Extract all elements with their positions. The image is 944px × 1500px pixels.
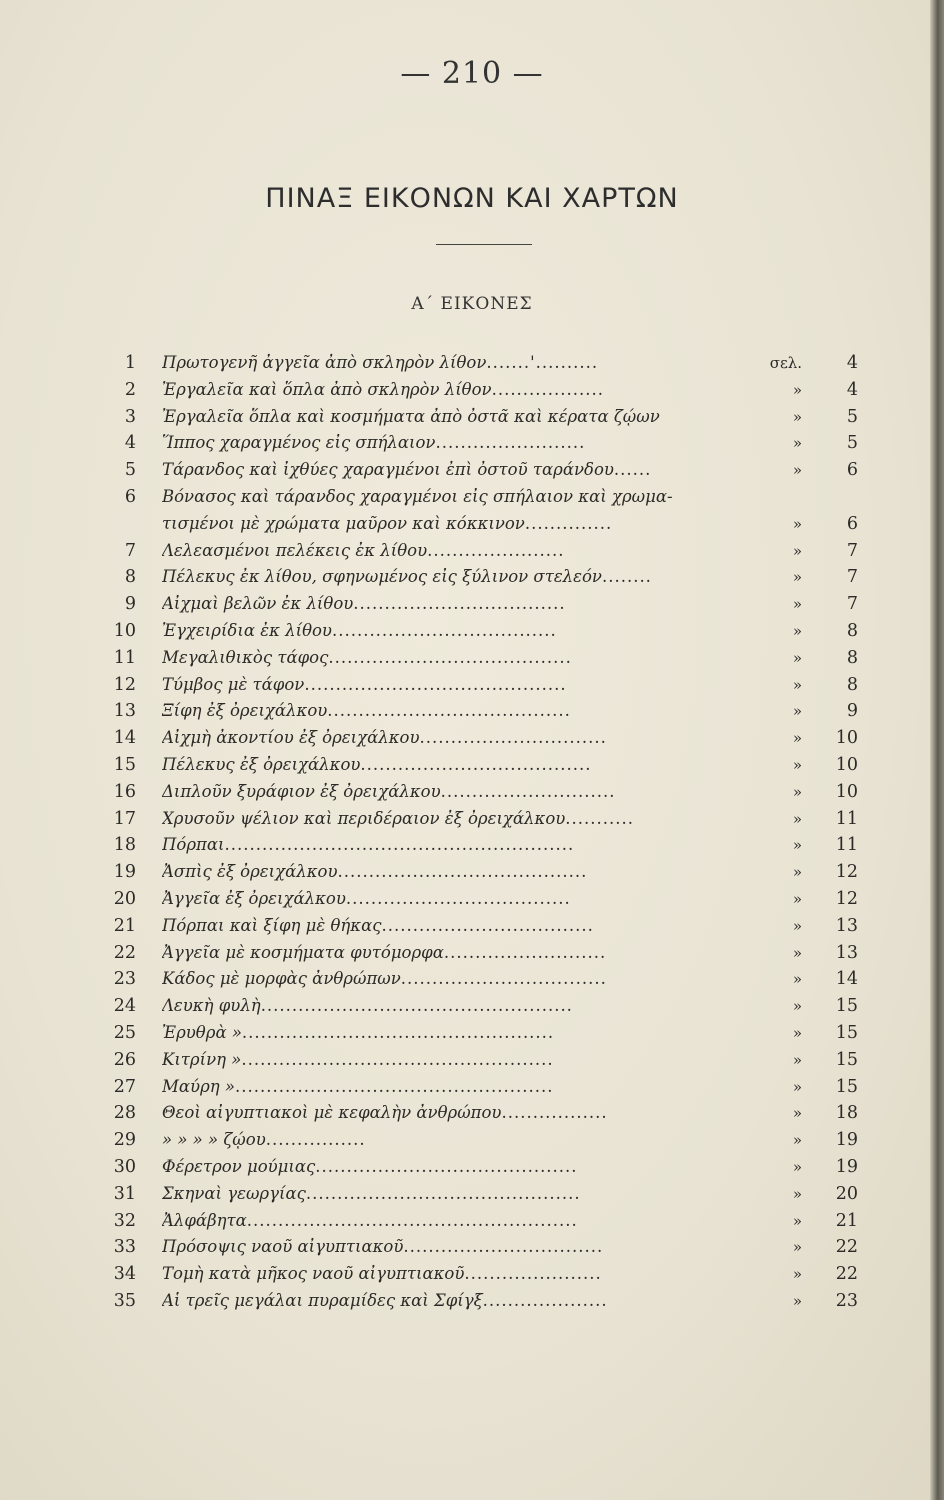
dot-leader: ...................... xyxy=(427,540,565,560)
entry-caption-text: Χρυσοῦν ψέλιον καὶ περιδέραιον ἐξ ὀρειχάλκου xyxy=(162,808,566,828)
entry-caption xyxy=(162,457,752,484)
dot-leader: ................ xyxy=(265,1130,366,1150)
entry-caption-text: Ἐργαλεῖα καὶ ὅπλα ἀπὸ σκληρὸν λίθον xyxy=(162,379,492,399)
entry-page-number: 8 xyxy=(846,620,858,641)
entry-page-number: 8 xyxy=(846,674,858,695)
dot-leader: ..................................................... xyxy=(246,1210,578,1230)
dot-leader: ....................................... xyxy=(327,701,571,721)
dot-leader: ............................ xyxy=(440,781,616,801)
index-entry xyxy=(0,618,944,645)
entry-number: 34 xyxy=(113,1264,136,1285)
page-ditto-mark: σελ. xyxy=(769,354,802,372)
entry-caption xyxy=(162,645,752,672)
entry-caption xyxy=(162,430,752,457)
page-ditto-mark: » xyxy=(792,648,802,667)
entry-page-number: 4 xyxy=(846,379,858,400)
entry-caption xyxy=(162,1181,752,1208)
index-entry xyxy=(0,886,944,913)
entry-caption xyxy=(162,913,752,940)
dot-leader: ..................................... xyxy=(360,754,592,774)
entry-page-number: 20 xyxy=(835,1183,858,1204)
entry-number: 35 xyxy=(113,1290,136,1311)
index-entry xyxy=(0,913,944,940)
dot-leader: ................. xyxy=(501,1103,608,1123)
dot-leader: .................................................. xyxy=(260,996,573,1016)
entry-caption xyxy=(162,1020,752,1047)
entry-number: 22 xyxy=(113,942,136,963)
dot-leader: ................................ xyxy=(403,1237,604,1257)
index-entry xyxy=(0,538,944,565)
dot-leader: ........... xyxy=(565,808,634,828)
page-ditto-mark: » xyxy=(792,729,802,748)
index-entry xyxy=(0,484,944,511)
entry-number: 8 xyxy=(124,567,136,588)
entry-caption xyxy=(162,752,752,779)
page-ditto-mark: » xyxy=(792,380,802,399)
entry-number: 10 xyxy=(113,620,136,641)
entry-number: 1 xyxy=(124,353,136,373)
index-entry xyxy=(0,1208,944,1235)
index-entry xyxy=(0,1020,944,1047)
page-ditto-mark: » xyxy=(792,1077,802,1096)
entry-number: 24 xyxy=(113,996,136,1017)
entry-caption xyxy=(162,1261,752,1288)
entry-number: 23 xyxy=(113,969,136,990)
entry-number: 6 xyxy=(124,486,136,507)
entry-caption-text: Πέλεκυς ἐξ ὀρειχάλκου xyxy=(162,754,361,774)
entry-caption xyxy=(162,377,752,404)
entry-caption-text: Ἀγγεῖα μὲ κοσμήματα φυτόμορφα xyxy=(162,942,444,962)
entry-page-number: 4 xyxy=(846,353,858,373)
dot-leader: .................................... xyxy=(331,620,557,640)
entry-page-number: 21 xyxy=(835,1210,858,1231)
entry-caption xyxy=(162,886,752,913)
dot-leader: ........................................................ xyxy=(224,835,575,855)
entry-page-number: 10 xyxy=(835,754,858,775)
entry-caption xyxy=(162,1100,752,1127)
dot-leader: ........ xyxy=(601,567,652,587)
entry-number: 13 xyxy=(113,701,136,722)
page-ditto-mark: » xyxy=(792,1291,802,1310)
entry-caption-text: Κάδος μὲ μορφὰς ἀνθρώπων xyxy=(162,969,401,989)
entry-number: 16 xyxy=(113,781,136,802)
entry-caption-text: Ἐργαλεῖα ὅπλα καὶ κοσμήματα ἀπὸ ὀστᾶ καὶ κέρατα ζῴων xyxy=(162,406,660,426)
dot-leader: ............................................ xyxy=(305,1183,581,1203)
dot-leader: .................................. xyxy=(353,594,566,614)
entry-caption-text: Ξίφη ἐξ ὀρειχάλκου xyxy=(162,701,328,721)
entry-number: 3 xyxy=(124,406,136,427)
page-title: ΠΙΝΑΞ ΕΙΚΟΝΩΝ ΚΑΙ ΧΑΡΤΩΝ xyxy=(265,183,679,214)
index-entry xyxy=(0,1261,944,1288)
index-entry xyxy=(0,591,944,618)
entry-page-number: 19 xyxy=(835,1130,858,1151)
page-ditto-mark: » xyxy=(792,970,802,989)
dot-leader: ................................. xyxy=(400,969,607,989)
entry-caption-text: Ἵππος χαραγμένος εἰς σπήλαιον xyxy=(162,433,436,453)
dot-leader: ...... xyxy=(613,460,652,480)
entry-page-number: 18 xyxy=(835,1103,858,1124)
entry-caption-text: Σκηναὶ γεωργίας xyxy=(162,1183,306,1203)
entry-caption xyxy=(162,1234,752,1261)
title-divider xyxy=(436,244,532,245)
index-entry xyxy=(0,698,944,725)
entry-number: 12 xyxy=(113,674,136,695)
entry-number: 31 xyxy=(113,1183,136,1204)
entry-caption-text: Αἱ τρεῖς μεγάλαι πυραμίδες καὶ Σφίγξ xyxy=(162,1290,483,1310)
dot-leader: .................................................. xyxy=(241,1022,555,1042)
dot-leader: .................................................. xyxy=(241,1049,554,1069)
index-entry xyxy=(0,832,944,859)
entry-number: 14 xyxy=(113,728,136,749)
entry-page-number: 15 xyxy=(835,1049,858,1070)
page-ditto-mark: » xyxy=(792,863,802,882)
index-entry xyxy=(0,1234,944,1261)
dot-leader: .................. xyxy=(491,379,604,399)
entry-caption xyxy=(162,404,752,431)
entry-page-number: 10 xyxy=(835,781,858,802)
entry-caption xyxy=(162,1288,752,1315)
entry-caption xyxy=(162,966,752,993)
entry-number: 29 xyxy=(113,1130,136,1151)
entry-caption xyxy=(162,859,752,886)
entry-page-number: 9 xyxy=(846,701,858,722)
entry-caption-text: Ἀλφάβητα xyxy=(162,1210,247,1230)
page-ditto-mark: » xyxy=(792,1104,802,1123)
page-ditto-mark: » xyxy=(792,1184,802,1203)
entry-caption-text: Βόνασος καὶ τάρανδος χαραγμένοι εἰς σπήλαιον καὶ χρωμα- xyxy=(162,486,673,506)
entry-caption-text: Κιτρίνη » xyxy=(162,1049,242,1069)
index-entry xyxy=(0,725,944,752)
entry-caption xyxy=(162,1127,752,1154)
entry-number: 17 xyxy=(113,808,136,829)
entry-caption-text: Ἐρυθρὰ » xyxy=(162,1022,242,1042)
entry-caption xyxy=(162,564,752,591)
index-entry xyxy=(0,645,944,672)
page-ditto-mark: » xyxy=(792,595,802,614)
entry-caption-text: Μαύρη » xyxy=(162,1076,235,1096)
entry-number: 2 xyxy=(124,379,136,400)
index-entry xyxy=(0,859,944,886)
entry-caption-text: Φέρετρον μούμιας xyxy=(162,1156,316,1176)
entry-caption xyxy=(162,484,782,511)
page-ditto-mark: » xyxy=(792,916,802,935)
entry-page-number: 12 xyxy=(835,862,858,883)
entry-number: 18 xyxy=(113,835,136,856)
entry-number: 4 xyxy=(124,433,136,454)
index-entry xyxy=(0,1074,944,1101)
entry-page-number: 12 xyxy=(835,888,858,909)
page-ditto-mark: » xyxy=(792,1023,802,1042)
entry-caption-text: Αἰχμὴ ἀκοντίου ἐξ ὀρειχάλκου xyxy=(162,728,420,748)
entry-page-number: 6 xyxy=(846,513,858,534)
entry-number: 5 xyxy=(124,460,136,481)
index-entry xyxy=(0,430,944,457)
entry-caption-text: Διπλοῦν ξυράφιον ἐξ ὀρειχάλκου xyxy=(162,781,441,801)
entry-number: 25 xyxy=(113,1022,136,1043)
index-entry xyxy=(0,1127,944,1154)
dot-leader: .......................................... xyxy=(304,674,567,694)
entry-page-number: 8 xyxy=(846,647,858,668)
dot-leader: .................................... xyxy=(345,888,571,908)
page-ditto-mark: » xyxy=(792,809,802,828)
index-entry xyxy=(0,940,944,967)
entry-page-number: 6 xyxy=(846,460,858,481)
entry-caption xyxy=(162,832,752,859)
index-entry xyxy=(0,1100,944,1127)
index-entry xyxy=(0,377,944,404)
entry-page-number: 7 xyxy=(846,540,858,561)
entry-caption xyxy=(162,779,752,806)
dot-leader: .............. xyxy=(524,513,613,533)
index-entry xyxy=(0,457,944,484)
entry-number: 7 xyxy=(124,540,136,561)
entry-page-number: 13 xyxy=(835,942,858,963)
entry-page-number: 13 xyxy=(835,915,858,936)
index-entry xyxy=(0,993,944,1020)
entry-caption-text: Ἀγγεῖα ἐξ ὀρειχάλκου xyxy=(162,888,346,908)
index-entry xyxy=(0,752,944,779)
entry-caption xyxy=(162,1208,752,1235)
page-ditto-mark: » xyxy=(792,782,802,801)
page-ditto-mark: » xyxy=(792,1211,802,1230)
entry-caption xyxy=(162,350,752,377)
page-ditto-mark: » xyxy=(792,702,802,721)
entry-number: 11 xyxy=(113,647,136,668)
dot-leader: .......................... xyxy=(443,942,607,962)
entry-caption-text: Πρόσοψις ναοῦ αἰγυπτιακοῦ xyxy=(162,1237,404,1257)
page-ditto-mark: » xyxy=(792,407,802,426)
entry-page-number: 7 xyxy=(846,594,858,615)
entry-page-number: 22 xyxy=(835,1264,858,1285)
dot-leader: .................................. xyxy=(381,915,594,935)
entry-caption xyxy=(162,618,752,645)
entry-caption-text: » » » » ζῴου xyxy=(162,1130,266,1150)
entry-number: 33 xyxy=(113,1237,136,1258)
index-entry xyxy=(0,1047,944,1074)
entry-number: 19 xyxy=(113,862,136,883)
page-ditto-mark: » xyxy=(792,836,802,855)
entry-number: 9 xyxy=(124,594,136,615)
index-entry xyxy=(0,511,944,538)
page-ditto-mark: » xyxy=(792,541,802,560)
entry-page-number: 15 xyxy=(835,996,858,1017)
index-entry xyxy=(0,1154,944,1181)
entry-number: 26 xyxy=(113,1049,136,1070)
page-ditto-mark: » xyxy=(792,434,802,453)
entry-number: 21 xyxy=(113,915,136,936)
entry-caption-text: Πόρπαι xyxy=(162,835,225,855)
entry-number: 15 xyxy=(113,754,136,775)
page-ditto-mark: » xyxy=(792,514,802,533)
dot-leader: ........................ xyxy=(435,433,586,453)
page-ditto-mark: » xyxy=(792,755,802,774)
page-ditto-mark: » xyxy=(792,675,802,694)
entry-page-number: 5 xyxy=(846,433,858,454)
entry-page-number: 19 xyxy=(835,1156,858,1177)
entry-caption-text: Λελεασμένοι πελέκεις ἐκ λίθου xyxy=(162,540,428,560)
index-entry xyxy=(0,564,944,591)
index-entry xyxy=(0,672,944,699)
entry-caption xyxy=(162,672,752,699)
page-number: — 210 — xyxy=(400,56,544,91)
entry-caption xyxy=(162,538,752,565)
entry-page-number: 15 xyxy=(835,1076,858,1097)
index-entry xyxy=(0,779,944,806)
entry-page-number: 23 xyxy=(835,1290,858,1311)
entry-caption xyxy=(162,1074,752,1101)
entry-caption-text: Πόρπαι καὶ ξίφη μὲ θήκας xyxy=(162,915,382,935)
index-entry xyxy=(0,350,944,377)
entry-caption xyxy=(162,806,752,833)
entry-caption-text: Θεοὶ αἰγυπτιακοὶ μὲ κεφαλὴν ἀνθρώπου xyxy=(162,1103,502,1123)
index-entry xyxy=(0,1288,944,1315)
entry-page-number: 10 xyxy=(835,728,858,749)
index-entry xyxy=(0,404,944,431)
entry-caption-text: Ἐγχειρίδια ἐκ λίθου xyxy=(162,620,332,640)
entry-number: 30 xyxy=(113,1156,136,1177)
entry-number: 27 xyxy=(113,1076,136,1097)
entry-page-number: 15 xyxy=(835,1022,858,1043)
entry-caption xyxy=(162,698,752,725)
dot-leader: ...................... xyxy=(464,1264,602,1284)
entry-caption-text: Λευκὴ φυλὴ xyxy=(162,996,261,1016)
entry-caption xyxy=(162,725,752,752)
entry-caption-text: Αἰχμαὶ βελῶν ἐκ λίθου xyxy=(162,594,354,614)
section-heading: Α΄ ΕΙΚΟΝΕΣ xyxy=(411,294,533,314)
page-ditto-mark: » xyxy=(792,1238,802,1257)
dot-leader: ........................................ xyxy=(337,862,588,882)
entry-caption-text: Τομὴ κατὰ μῆκος ναοῦ αἰγυπτιακοῦ xyxy=(162,1264,465,1284)
entry-page-number: 7 xyxy=(846,567,858,588)
entry-caption xyxy=(162,1154,752,1181)
dot-leader: ....................................... xyxy=(328,647,572,667)
index-entry xyxy=(0,1181,944,1208)
dot-leader: .......'.......... xyxy=(486,353,599,372)
entry-caption-text: Τάρανδος καὶ ἰχθύες χαραγμένοι ἐπὶ ὀστοῦ ταράνδου xyxy=(162,460,614,480)
entry-caption-text: Πρωτογενῆ ἀγγεῖα ἀπὸ σκληρὸν λίθον xyxy=(162,353,487,372)
entry-caption xyxy=(162,591,752,618)
entry-page-number: 11 xyxy=(835,835,858,856)
dot-leader: .......................................... xyxy=(315,1156,578,1176)
page-ditto-mark: » xyxy=(792,1050,802,1069)
page-ditto-mark: » xyxy=(792,889,802,908)
entry-caption-text: Μεγαλιθικὸς τάφος xyxy=(162,647,329,667)
entry-page-number: 5 xyxy=(846,406,858,427)
figure-index-list xyxy=(0,350,944,1315)
entry-page-number: 22 xyxy=(835,1237,858,1258)
page-ditto-mark: » xyxy=(792,1131,802,1150)
page-ditto-mark: » xyxy=(792,1265,802,1284)
page-ditto-mark: » xyxy=(792,997,802,1016)
page-ditto-mark: » xyxy=(792,1157,802,1176)
index-entry xyxy=(0,806,944,833)
entry-page-number: 14 xyxy=(835,969,858,990)
page-ditto-mark: » xyxy=(792,943,802,962)
entry-caption xyxy=(162,940,752,967)
entry-number: 32 xyxy=(113,1210,136,1231)
page-ditto-mark: » xyxy=(792,621,802,640)
dot-leader: .................... xyxy=(482,1290,608,1310)
page-ditto-mark: » xyxy=(792,568,802,587)
dot-leader: .............................. xyxy=(419,728,607,748)
entry-caption-text: Τύμβος μὲ τάφον xyxy=(162,674,305,694)
page-ditto-mark: » xyxy=(792,461,802,480)
entry-caption-text: Πέλεκυς ἐκ λίθου, σφηνωμένος εἰς ξύλινον στελεόν xyxy=(162,567,602,587)
entry-number: 20 xyxy=(113,888,136,909)
entry-number: 28 xyxy=(113,1103,136,1124)
entry-page-number: 11 xyxy=(835,808,858,829)
entry-caption xyxy=(162,511,752,538)
entry-caption xyxy=(162,1047,752,1074)
dot-leader: ................................................... xyxy=(235,1076,554,1096)
index-entry xyxy=(0,966,944,993)
entry-caption xyxy=(162,993,752,1020)
entry-caption-text: τισμένοι μὲ χρώματα μαῦρον καὶ κόκκινον xyxy=(162,513,525,533)
entry-caption-text: Ἀσπὶς ἐξ ὀρειχάλκου xyxy=(162,862,338,882)
